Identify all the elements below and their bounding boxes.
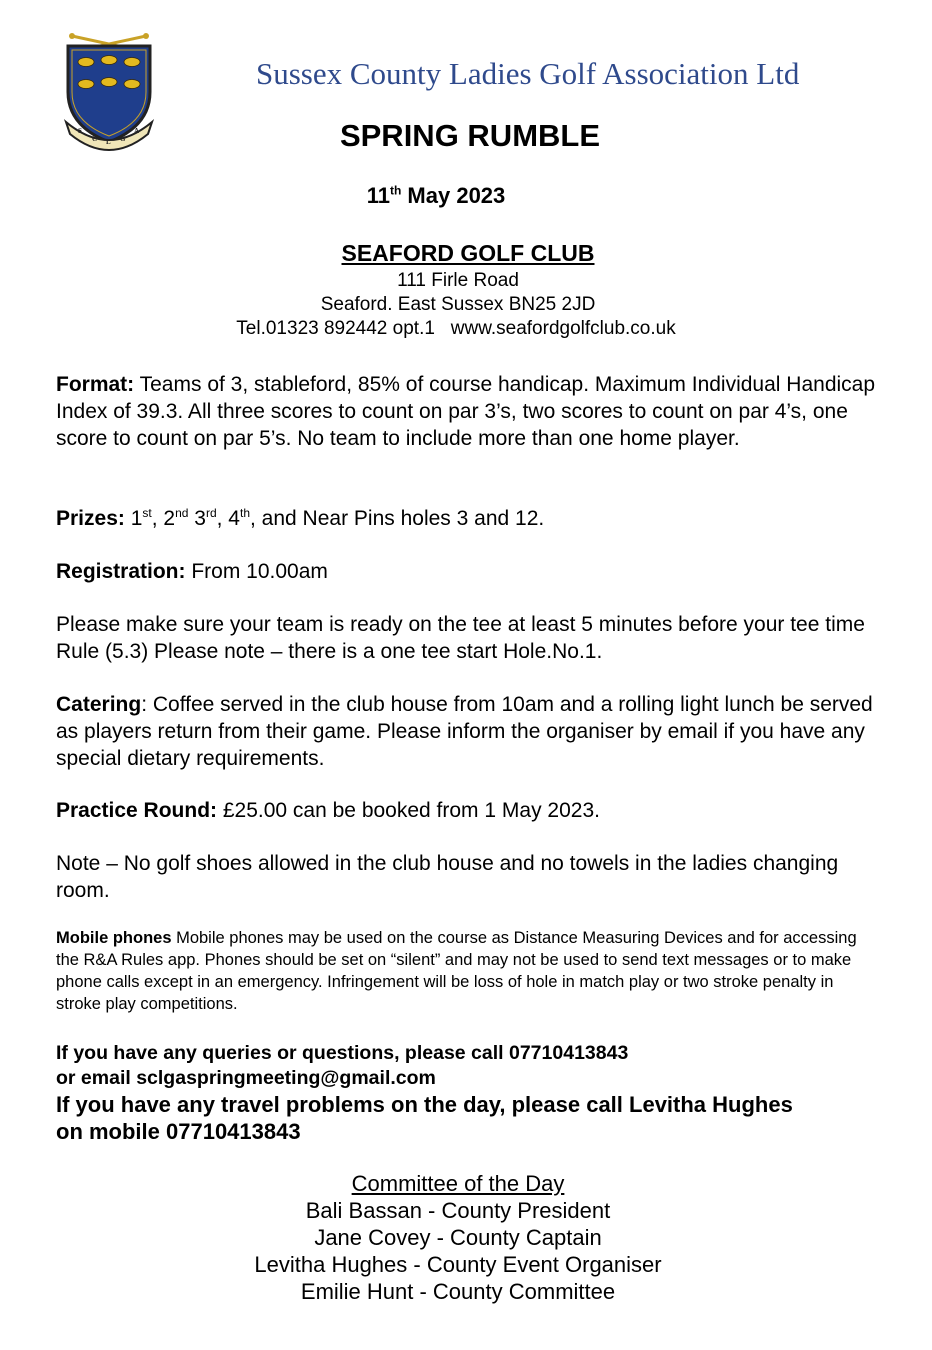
crest-letter: L — [106, 138, 111, 146]
crest-letter: G — [120, 135, 126, 143]
mobile-line: on mobile 07710413843 — [56, 1119, 301, 1144]
mobile-phones-paragraph: Mobile phones Mobile phones may be used on the course as Distance Measuring Devices and for accessing the R&A Rules app. Phones should be set on “silent” and may not be used to send text messages or to make phone calls except in an emergency. Infringement will be loss of hole in match play or two stroke penalty in stroke play competitions. — [56, 929, 857, 1013]
venue-address-line2: Seaford. East Sussex BN25 2JD — [320, 294, 596, 315]
committee-member: Levitha Hughes - County Event Organiser — [254, 1252, 662, 1277]
travel-line: If you have any travel problems on the day, please call Levitha Hughes — [56, 1092, 793, 1117]
venue-address-line1: 111 Firle Road — [397, 270, 519, 291]
catering-paragraph: Catering: Coffee served in the club house from 10am and a rolling light lunch be served as players return from their game. Please inform the organiser by email if you have any special dietary requirements. — [56, 693, 873, 770]
crest-letter: S — [78, 127, 82, 135]
practice-round-paragraph: Practice Round: £25.00 can be booked from 1 May 2023. — [56, 799, 600, 822]
event-title: SPRING RUMBLE — [339, 118, 601, 153]
committee-member: Jane Covey - County Captain — [314, 1225, 602, 1250]
email-line: or email sclgaspringmeeting@gmail.com — [56, 1067, 436, 1089]
queries-line: If you have any queries or questions, please call 07710413843 — [56, 1042, 629, 1064]
committee-heading: Committee of the Day — [351, 1171, 565, 1196]
committee-member: Emilie Hunt - County Committee — [300, 1279, 616, 1304]
prizes-paragraph: Prizes: 1st, 2nd 3rd, 4th, and Near Pins holes 3 and 12. — [56, 506, 545, 530]
venue-name: SEAFORD GOLF CLUB — [341, 240, 595, 266]
crest-letter: A — [134, 127, 140, 135]
organisation-name: Sussex County Ladies Golf Association Ltd — [256, 56, 800, 91]
format-paragraph: Format: Teams of 3, stableford, 85% of course handicap. Maximum Individual Handicap Index of 39.3. All three scores to count on par 3’s, two scores to count on par 4’s, one score to count on par 5’s. No team to include more than one home player. — [56, 373, 876, 450]
venue-contact: Tel.01323 892442 opt.1 www.seafordgolfclub.co.uk — [236, 318, 676, 339]
shoes-note-paragraph: Note – No golf shoes allowed in the club house and no towels in the ladies changing room. — [56, 852, 839, 902]
event-date: 11th May 2023 — [366, 183, 506, 208]
tee-time-paragraph: Please make sure your team is ready on the tee at least 5 minutes before your tee time Rule (5.3) Please note – there is a one tee start Hole.No.1. — [56, 613, 865, 663]
crest-letter: C — [92, 135, 98, 143]
committee-member: Bali Bassan - County President — [305, 1198, 611, 1223]
registration-paragraph: Registration: From 10.00am — [56, 560, 328, 583]
committee-block — [0, 1170, 924, 1305]
queries-contact — [56, 1041, 876, 1091]
travel-contact — [56, 1091, 876, 1145]
